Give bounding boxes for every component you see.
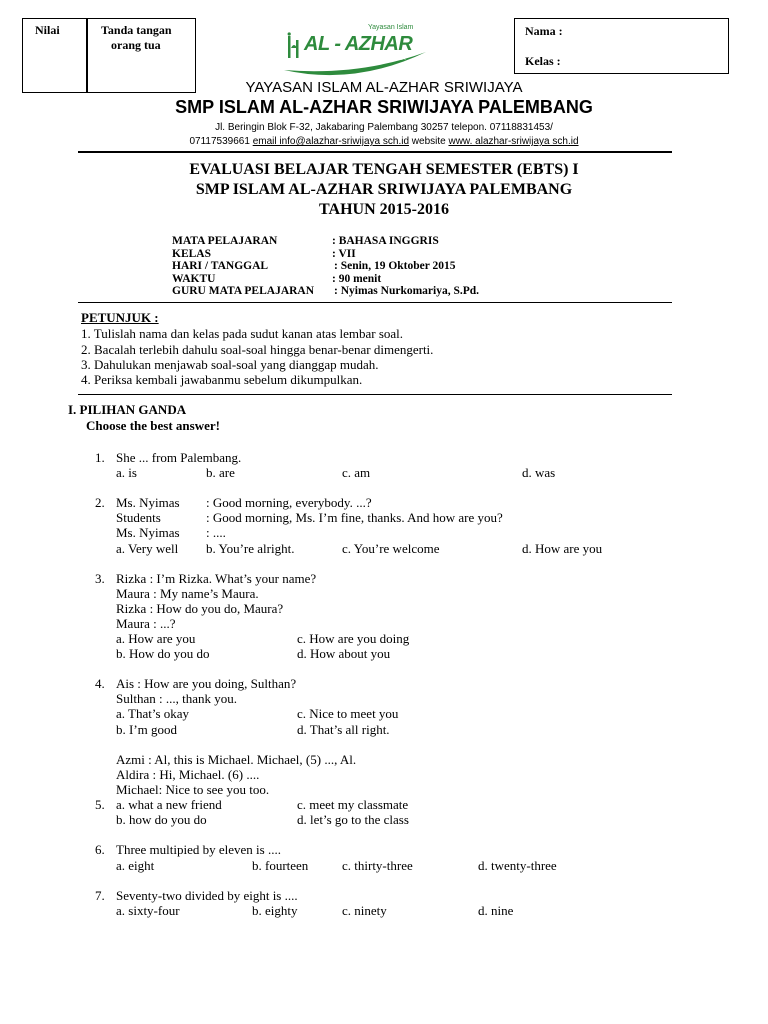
section-title: I. PILIHAN GANDA [68,402,187,417]
school-website-link[interactable]: www. alazhar-sriwijaya sch.id [448,136,579,147]
option-d[interactable]: d. How about you [297,646,391,661]
option-a[interactable]: a. How are you [116,631,196,646]
info-label: GURU MATA PELAJARAN [172,285,315,297]
school-name: SMP ISLAM AL-AZHAR SRIWIJAYA PALEMBANG [175,97,593,117]
option-a[interactable]: a. is [116,465,137,480]
instruction-item: 1. Tulislah nama dan kelas pada sudut kanan atas lembar soal. [81,326,404,341]
option-d[interactable]: d. How are you [522,541,603,556]
option-a[interactable]: a. Very well [116,541,179,556]
option-a[interactable]: a. eight [116,858,155,873]
option-b[interactable]: b. eighty [252,903,298,918]
dialog-speaker: Students [116,510,161,525]
exam-info [172,235,480,298]
question-number: 6. [95,842,105,857]
info-label: KELAS [172,247,211,260]
dialog-line: Aldira : Hi, Michael. (6) .... [116,767,260,782]
info-label: HARI / TANGGAL [172,260,269,272]
school-email-link[interactable]: email info@alazhar-sriwijaya sch.id [252,136,410,147]
option-c[interactable]: c. You’re welcome [342,541,440,556]
question-number: 2. [95,495,105,510]
exam-title-line1: EVALUASI BELAJAR TENGAH SEMESTER (EBTS) I [189,161,579,178]
instructions-title: PETUNJUK : [81,310,159,325]
dialog-line: Rizka : I’m Rizka. What’s your name? [116,571,317,586]
class-field-label: Kelas : [525,54,561,68]
name-field-label: Nama : [525,24,563,38]
question-number: 4. [95,676,105,691]
school-contact [0,136,768,147]
dialog-line: Rizka : How do you do, Maura? [116,601,284,616]
option-a[interactable]: a. sixty-four [116,903,180,918]
signature-label-line2: orang tua [111,38,161,52]
instruction-item: 3. Dahulukan menjawab soal-soal yang dianggap mudah. [81,357,379,372]
option-c[interactable]: c. meet my classmate [297,797,409,812]
info-row [172,272,382,286]
logo-main-text: AL - AZHAR [304,33,413,55]
logo-sub-text: SRIWIJAYA [358,56,408,62]
instruction-item: 2. Bacalah terlebih dahulu soal-soal hingga benar-benar dimengerti. [81,342,434,357]
name-class-box [514,18,729,74]
option-d[interactable]: d. nine [478,903,514,918]
question-number: 1. [95,450,105,465]
info-label: WAKTU [172,272,216,285]
option-d[interactable]: d. let’s go to the class [297,812,409,827]
dialog-line: Ais : How are you doing, Sulthan? [116,676,297,691]
school-logo [280,22,430,78]
info-row [172,247,356,261]
info-value: : Senin, 19 Oktober 2015 [334,260,456,272]
info-value: : VII [332,247,356,260]
option-d[interactable]: d. twenty-three [478,858,557,873]
option-d[interactable]: d. was [522,465,556,480]
dialog-line: Michael: Nice to see you too. [116,782,270,797]
option-c[interactable]: c. Nice to meet you [297,706,399,721]
question-number: 7. [95,888,105,903]
dialog-line: Maura : My name’s Maura. [116,586,259,601]
foundation-name: YAYASAN ISLAM AL-AZHAR SRIWIJAYA [245,79,523,96]
logo-small-text: Yayasan Islam [368,24,414,31]
website-label: website [409,136,449,147]
option-b[interactable]: b. how do you do [116,812,207,827]
dialog-speaker: Ms. Nyimas [116,495,180,510]
option-c[interactable]: c. thirty-three [342,858,413,873]
info-row [172,235,439,248]
question-text: Three multipied by eleven is .... [116,842,281,857]
dialog-text: : Good morning, everybody. ...? [206,495,372,510]
dialog-text: : .... [206,525,226,540]
option-c[interactable]: c. How are you doing [297,631,410,646]
dialog-line: Maura : ...? [116,616,176,631]
info-row [172,260,456,273]
question-number: 5. [95,797,105,812]
option-b[interactable]: b. are [206,465,235,480]
question-text: She ... from Palembang. [116,450,242,465]
section-instruction: Choose the best answer! [86,418,220,433]
instructions-divider [78,394,672,395]
signature-label-line1: Tanda tangan [101,23,172,37]
option-b[interactable]: b. fourteen [252,858,309,873]
school-address: Jl. Beringin Blok F-32, Jakabaring Palembang 30257 telepon. 07118831453/ [215,122,553,133]
instruction-item: 4. Periksa kembali jawabanmu sebelum dikumpulkan. [81,372,363,387]
dialog-line: Sulthan : ..., thank you. [116,691,237,706]
dialog-text: : Good morning, Ms. I’m fine, thanks. And how are you? [206,510,503,525]
info-row [172,285,480,298]
option-a[interactable]: a. what a new friend [116,797,222,812]
exam-title-line2: SMP ISLAM AL-AZHAR SRIWIJAYA PALEMBANG [195,181,573,198]
info-value: : Nyimas Nurkomariya, S.Pd. [334,285,480,297]
info-value: : 90 menit [332,272,382,285]
school-phone: 07117539661 [189,136,253,147]
option-b[interactable]: b. I’m good [116,722,178,737]
exam-title-line3: TAHUN 2015-2016 [319,201,449,218]
dialog-line: Azmi : Al, this is Michael. Michael, (5) ..., Al. [116,752,357,767]
option-c[interactable]: c. am [342,465,371,480]
question-number: 3. [95,571,105,586]
option-a[interactable]: a. That’s okay [116,706,190,721]
option-b[interactable]: b. How do you do [116,646,210,661]
dialog-speaker: Ms. Nyimas [116,525,180,540]
option-b[interactable]: b. You’re alright. [206,541,295,556]
option-c[interactable]: c. ninety [342,903,387,918]
option-d[interactable]: d. That’s all right. [297,722,390,737]
nilai-label: Nilai [35,23,60,37]
question-text: Seventy-two divided by eight is .... [116,888,298,903]
info-label: MATA PELAJARAN [172,235,278,247]
info-value: : BAHASA INGGRIS [332,235,439,247]
header-divider [78,151,672,153]
info-divider [78,302,672,303]
